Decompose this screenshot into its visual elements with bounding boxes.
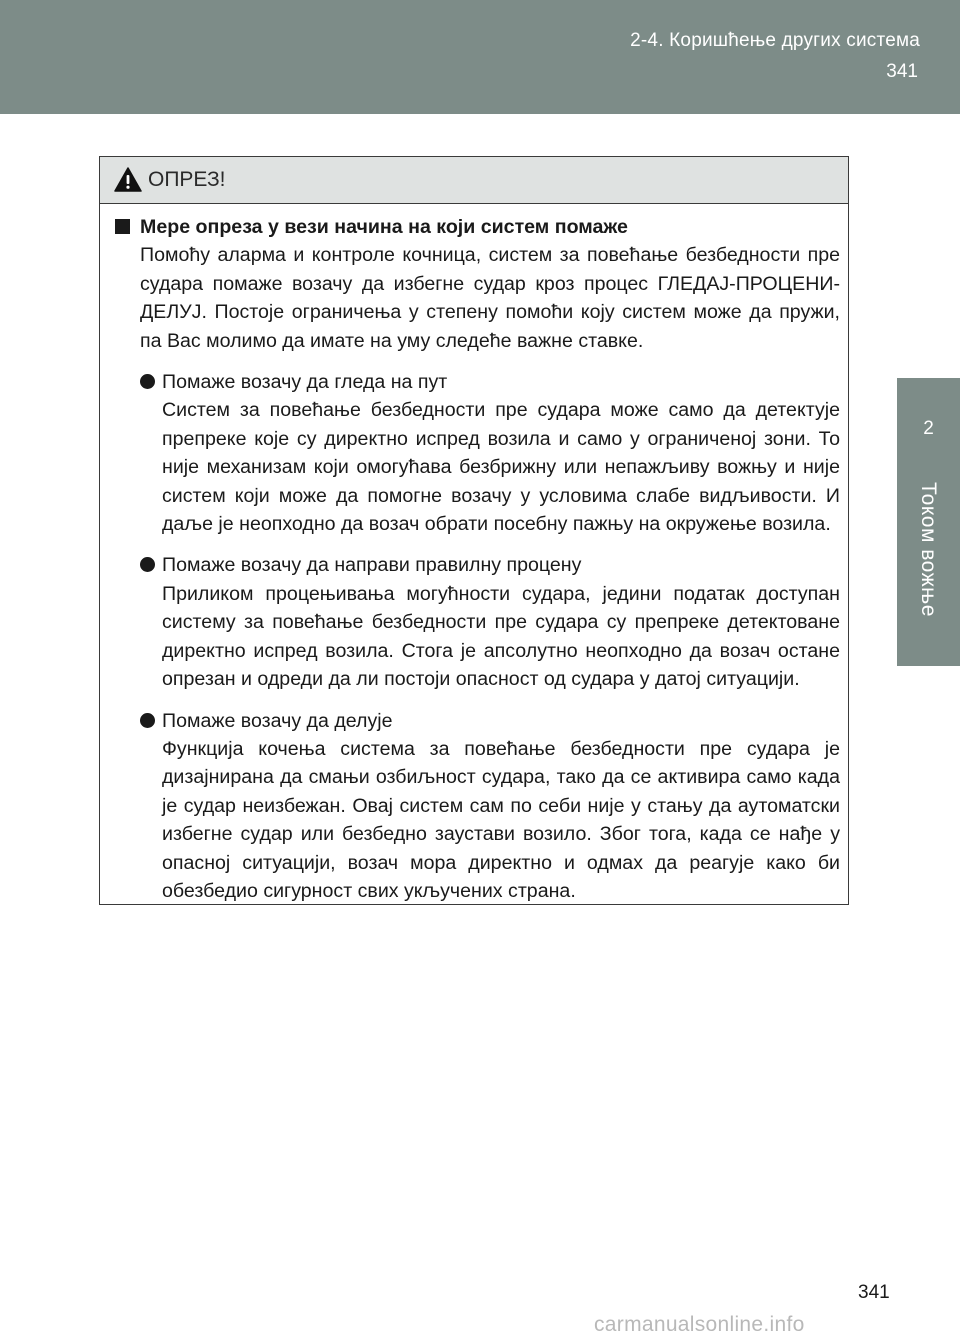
list-item-title: Помаже возачу да делује	[162, 709, 393, 732]
caution-content	[113, 213, 840, 905]
caution-box	[99, 156, 849, 905]
warning-triangle-icon	[114, 167, 142, 192]
list-item-title: Помаже возачу да направи правилну процену	[162, 554, 582, 577]
caution-label: ОПРЕЗ!	[148, 168, 226, 191]
caution-header	[100, 157, 848, 204]
header-page-number: 341	[886, 61, 918, 82]
page-header-band	[0, 0, 960, 114]
list-item	[113, 551, 840, 693]
list-item-heading	[140, 707, 840, 735]
bullet-dot-icon	[140, 557, 155, 572]
section-heading	[113, 213, 840, 241]
intro-paragraph: Помоћу аларма и контроле кочница, систем за повећање безбедности пре судара помаже возачу да избегне судар кроз процес ГЛЕДАЈ-ПРОЦЕНИ-ДЕЛУЈ. Постоје ограничења у степену помоћи коју систем може да пружи, па Вас молимо да имате на уму следеће важне ставке.	[140, 244, 840, 352]
chapter-number: 2	[923, 418, 934, 439]
bullet-dot-icon	[140, 374, 155, 389]
list-item	[113, 368, 840, 538]
list-item-body: Систем за повећање безбедности пре судара може само да детектује препреке које су директно испред возила и само у ограниченој зони. То није механизам који омогућава безбрижну или непажљиву вожњу и није систем који може да помогне возачу у условима слабе видљивости. И даље је неопходно да возач обрати посебну пажњу на окружење возила.	[162, 399, 840, 536]
square-bullet-icon	[115, 219, 130, 234]
section-heading-text: Мере опреза у вези начина на који систем помаже	[140, 216, 628, 238]
list-item-heading	[140, 551, 840, 579]
chapter-label: Током вожње	[917, 482, 940, 617]
chapter-side-tab	[897, 378, 960, 666]
section-title: 2-4. Коришћење других система	[630, 30, 920, 51]
bullet-dot-icon	[140, 713, 155, 728]
list-item-body: Приликом процењивања могућности судара, једини податак доступан систему за повећање безбедности пре судара су препреке детектоване директно испред возила. Стога је апсолутно неопходно да возач остане опрезан и одреди да ли постоји опасност од судара у датој ситуацији.	[162, 582, 840, 691]
list-item	[113, 707, 840, 906]
list-item-body: Функција кочења система за повећање безбедности пре судара је дизајнирана да смањи озбиљност судара, тако да се активира само када је судар неизбежан. Овај систем сам по себи није у стању да аутоматски избегне судар или безбедно заустави возило. Због тога, када се нађе у опасној ситуацији, возач мора директно и одмах да реагује како би обезбедио сигурност свих укључених страна.	[162, 737, 840, 902]
page-number: 341	[858, 1282, 890, 1303]
list-item-title: Помаже возачу да гледа на пут	[162, 371, 448, 394]
list-item-heading	[140, 368, 840, 396]
watermark: carmanualsonline.info	[594, 1313, 805, 1336]
